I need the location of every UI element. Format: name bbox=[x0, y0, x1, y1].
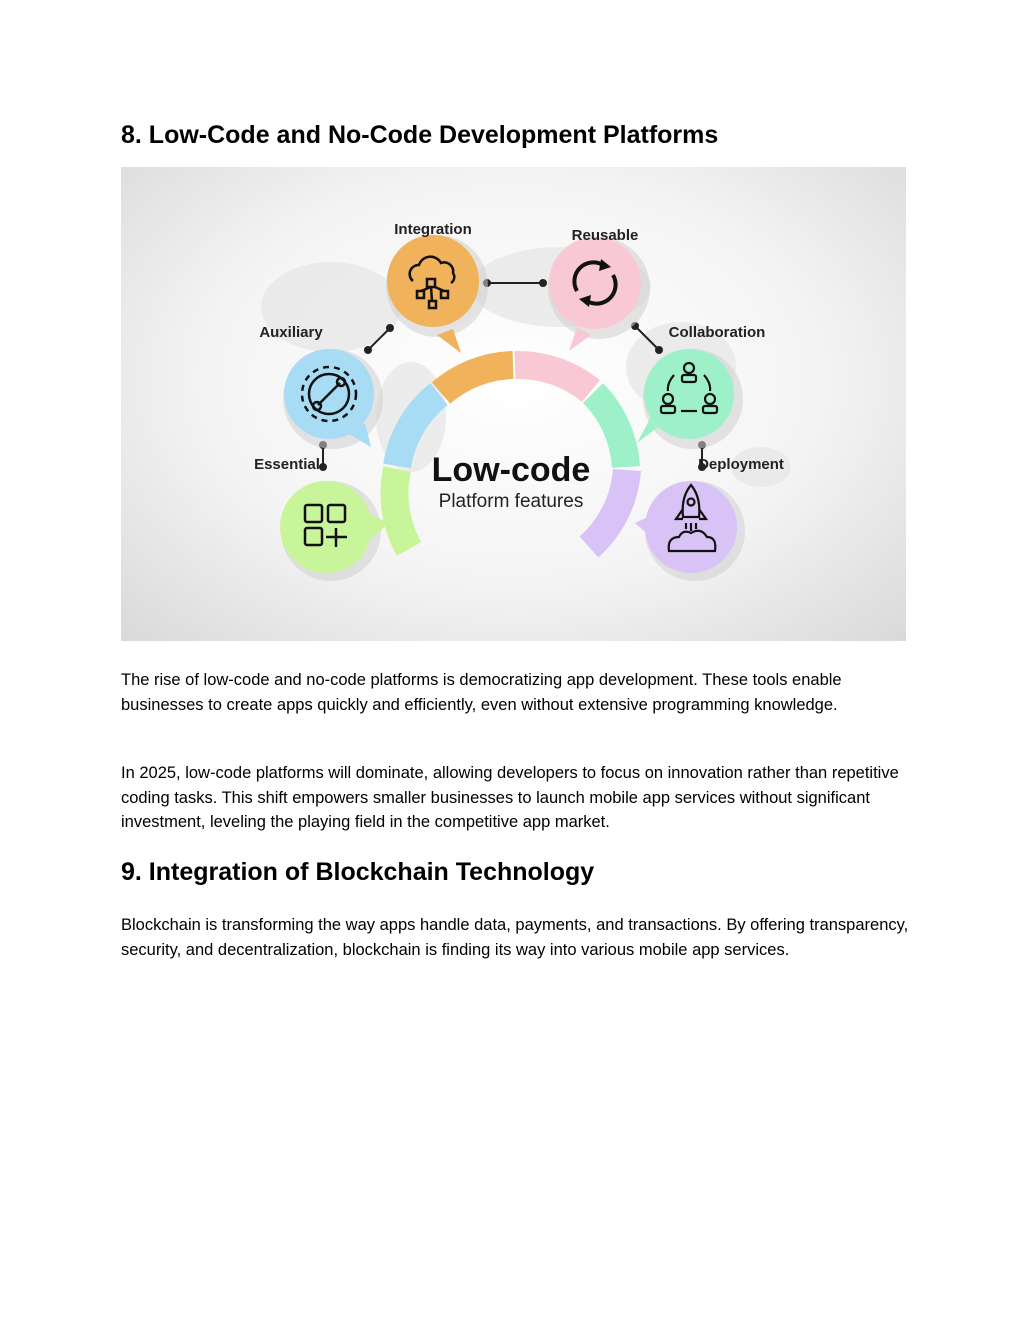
infographic-svg bbox=[121, 167, 906, 641]
feature-essential bbox=[254, 456, 389, 581]
feature-label: Reusable bbox=[571, 227, 639, 244]
feature-integration bbox=[386, 221, 488, 353]
feature-label: Integration bbox=[394, 221, 472, 238]
paragraph: Blockchain is transforming the way apps handle data, payments, and transactions. By offering transparency, security, and decentralization, blockchain is finding its way into various mobile app services. bbox=[121, 916, 909, 959]
feature-label: Auxiliary bbox=[259, 324, 323, 341]
center-title: Low-code bbox=[431, 451, 591, 489]
center-subtitle: Platform features bbox=[438, 491, 584, 512]
ring-segment-essential bbox=[394, 469, 409, 549]
feature-label: Essential bbox=[254, 456, 320, 473]
feature-label: Collaboration bbox=[668, 324, 766, 341]
ring-segment-reusable bbox=[515, 365, 591, 391]
feature-label: Deployment bbox=[698, 456, 784, 473]
low-code-features-infographic bbox=[121, 167, 906, 641]
section-heading: 8. Low-Code and No-Code Development Platforms bbox=[121, 121, 719, 149]
feature-reusable bbox=[548, 227, 650, 351]
section-heading: 9. Integration of Blockchain Technology bbox=[121, 858, 595, 886]
ring-segment-integration bbox=[441, 365, 513, 393]
ring-segment-collaboration bbox=[593, 393, 626, 467]
ring-segment-deployment bbox=[589, 470, 627, 547]
paragraph: In 2025, low-code platforms will dominate, allowing developers to focus on innovation rather than repetitive coding tasks. This shift empowers smaller businesses to launch mobile app services without significant investment, leveling the playing field in the competitive app market. bbox=[121, 764, 899, 831]
paragraph: The rise of low-code and no-code platforms is democratizing app development. These tools enable businesses to create apps quickly and efficiently, even without extensive programming knowledge. bbox=[121, 671, 842, 714]
